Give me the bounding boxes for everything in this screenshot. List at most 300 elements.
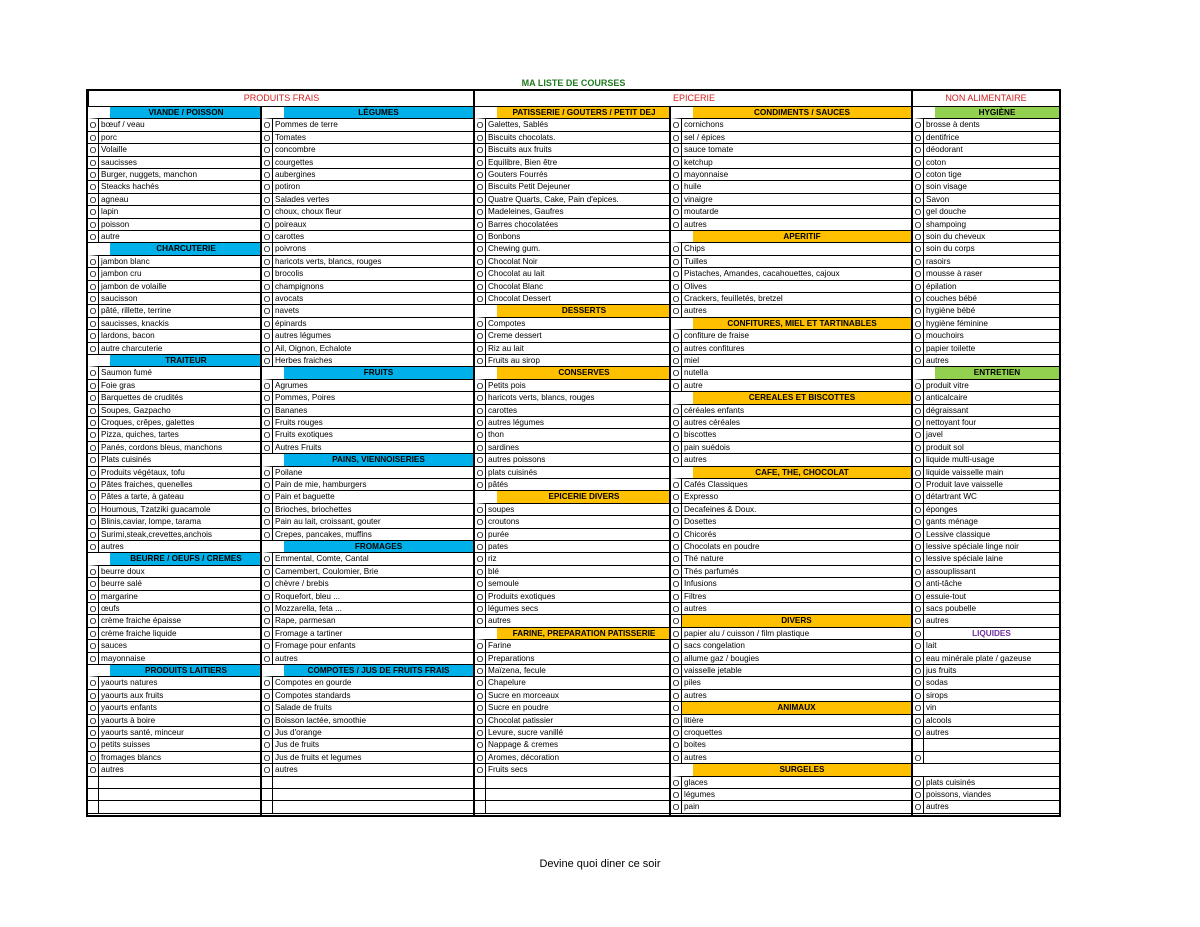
list-item (475, 553, 671, 565)
checkbox[interactable]: O (671, 157, 682, 169)
checkbox[interactable]: O (671, 454, 682, 466)
checkbox[interactable]: O (913, 119, 924, 131)
list-item (671, 739, 911, 751)
checkbox[interactable]: O (475, 615, 486, 627)
list-item (475, 702, 671, 714)
checkbox[interactable]: O (88, 392, 99, 404)
checkbox[interactable]: O (671, 132, 682, 144)
checkbox[interactable]: O (88, 752, 99, 764)
checkbox[interactable]: O (262, 504, 273, 516)
checkbox[interactable]: O (913, 665, 924, 677)
list-item (671, 479, 911, 491)
checkbox[interactable]: O (88, 690, 99, 702)
checkbox[interactable]: O (475, 429, 486, 441)
item-label: miel (684, 356, 700, 365)
section-title: LIQUIDES (924, 628, 1059, 640)
checkbox[interactable]: O (671, 566, 682, 578)
checkbox[interactable]: O (88, 206, 99, 218)
checkbox[interactable]: O (671, 330, 682, 342)
checkbox[interactable]: O (262, 157, 273, 169)
item-label: autres légumes (275, 331, 331, 341)
checkbox[interactable]: O (913, 343, 924, 355)
item-label: éponges (926, 504, 958, 514)
checkbox[interactable]: O (262, 715, 273, 727)
checkbox[interactable]: O (88, 429, 99, 441)
checkbox[interactable]: O (913, 293, 924, 305)
checkbox[interactable]: O (262, 219, 273, 231)
checkbox[interactable]: O (88, 330, 99, 342)
checkbox[interactable]: O (262, 181, 273, 193)
checkbox[interactable]: O (475, 727, 486, 739)
item-label: Fruits secs (488, 765, 528, 775)
checkbox[interactable]: O (262, 405, 273, 417)
checkbox[interactable]: O (671, 343, 682, 355)
checkbox[interactable]: O (262, 268, 273, 280)
checkbox[interactable]: O (913, 690, 924, 702)
checkbox[interactable]: O (671, 752, 682, 764)
checkbox[interactable]: O (913, 144, 924, 156)
checkbox[interactable]: O (671, 442, 682, 454)
checkbox[interactable]: O (475, 764, 486, 776)
checkbox[interactable]: O (671, 640, 682, 652)
checkbox[interactable]: O (88, 367, 99, 379)
checkbox[interactable]: O (88, 727, 99, 739)
item-label: poivrons (275, 244, 306, 254)
checkbox[interactable]: O (913, 541, 924, 553)
checkbox[interactable]: O (913, 801, 924, 813)
checkbox[interactable]: O (913, 615, 924, 627)
checkbox[interactable]: O (671, 653, 682, 665)
checkbox[interactable]: O (262, 442, 273, 454)
checkbox[interactable]: O (475, 739, 486, 751)
checkbox[interactable]: O (88, 144, 99, 156)
checkbox[interactable]: O (671, 801, 682, 813)
checkbox[interactable]: O (475, 355, 486, 367)
item-label: Dosettes (684, 517, 717, 527)
checkbox[interactable]: O (671, 504, 682, 516)
checkbox[interactable]: O (262, 380, 273, 392)
checkbox[interactable]: O (913, 479, 924, 491)
checkbox[interactable]: O (913, 491, 924, 503)
checkbox[interactable]: O (671, 293, 682, 305)
checkbox[interactable]: O (671, 281, 682, 293)
sheet-title: MA LISTE DE COURSES (521, 78, 626, 88)
checkbox[interactable]: O (88, 566, 99, 578)
item-label: lardons, bacon (101, 331, 155, 341)
checkbox[interactable]: O (671, 169, 682, 181)
checkbox[interactable]: O (913, 219, 924, 231)
section-header (88, 355, 262, 367)
item-label: avocats (275, 294, 304, 303)
checkbox[interactable]: O (88, 677, 99, 689)
checkbox[interactable]: O (913, 504, 924, 516)
checkbox[interactable]: O (475, 380, 486, 392)
checkbox[interactable]: O (913, 330, 924, 342)
checkbox[interactable]: O (475, 219, 486, 231)
list-item (913, 454, 1059, 466)
checkbox[interactable]: O (262, 566, 273, 578)
checkbox[interactable]: O (671, 305, 682, 317)
list-item (262, 392, 473, 404)
checkbox[interactable]: O (913, 231, 924, 243)
checkbox[interactable]: O (475, 157, 486, 169)
checkbox[interactable]: O (913, 181, 924, 193)
checkbox[interactable]: O (913, 467, 924, 479)
checkbox[interactable]: O (88, 715, 99, 727)
checkbox[interactable]: O (88, 640, 99, 652)
checkbox[interactable]: O (913, 405, 924, 417)
checkbox[interactable]: O (88, 219, 99, 231)
item-label: Thé nature (684, 554, 724, 564)
checkbox[interactable]: O (671, 715, 682, 727)
checkbox[interactable]: O (913, 268, 924, 280)
checkbox[interactable]: O (671, 181, 682, 193)
checkbox[interactable]: O (671, 206, 682, 218)
checkbox[interactable]: O (262, 355, 273, 367)
checkbox[interactable]: O (475, 144, 486, 156)
item-label: hygiène bébé (926, 306, 976, 316)
checkbox[interactable]: O (88, 578, 99, 590)
checkbox[interactable]: O (88, 268, 99, 280)
checkbox[interactable]: O (262, 231, 273, 243)
checkbox[interactable]: O (913, 392, 924, 404)
list-item (671, 529, 911, 541)
checkbox[interactable]: O (671, 429, 682, 441)
checkbox[interactable]: O (913, 529, 924, 541)
checkbox[interactable]: O (913, 677, 924, 689)
checkbox[interactable]: O (913, 715, 924, 727)
checkbox[interactable]: O (671, 367, 682, 379)
checkbox[interactable]: O (671, 677, 682, 689)
checkbox[interactable]: O (671, 479, 682, 491)
checkbox[interactable]: O (475, 566, 486, 578)
checkbox[interactable]: O (671, 219, 682, 231)
checkbox[interactable]: O (671, 665, 682, 677)
item-label: agneau (101, 194, 129, 204)
checkbox[interactable]: O (88, 194, 99, 206)
item-label: coton tige (926, 170, 962, 179)
checkbox[interactable]: O (913, 640, 924, 652)
checkbox[interactable]: O (262, 529, 273, 541)
checkbox[interactable]: O (913, 305, 924, 317)
checkbox[interactable]: O (88, 405, 99, 417)
checkbox[interactable]: O (475, 330, 486, 342)
checkbox[interactable]: O (475, 442, 486, 454)
checkbox[interactable]: O (262, 305, 273, 317)
checkbox[interactable]: O (262, 243, 273, 255)
checkbox[interactable]: O (913, 603, 924, 615)
checkbox[interactable]: O (475, 243, 486, 255)
checkbox[interactable]: O (88, 318, 99, 330)
checkbox[interactable]: O (475, 504, 486, 516)
checkbox[interactable]: O (913, 429, 924, 441)
item-label: autres légumes (488, 418, 544, 427)
checkbox[interactable]: O (262, 553, 273, 565)
checkbox[interactable]: O (671, 739, 682, 751)
checkbox[interactable]: O (88, 157, 99, 169)
checkbox[interactable]: O (88, 603, 99, 615)
checkbox[interactable]: O (671, 628, 682, 640)
checkbox[interactable]: O (913, 566, 924, 578)
item-label: sauces (101, 641, 127, 651)
checkbox[interactable]: O (475, 516, 486, 528)
checkbox[interactable]: O (671, 603, 682, 615)
checkbox[interactable]: O (88, 380, 99, 392)
checkbox[interactable]: O (671, 578, 682, 590)
checkbox[interactable]: O (475, 256, 486, 268)
checkbox[interactable]: O (88, 169, 99, 181)
checkbox[interactable]: O (913, 789, 924, 801)
checkbox[interactable]: O (262, 591, 273, 603)
checkbox[interactable]: O (475, 231, 486, 243)
checkbox[interactable]: O (475, 343, 486, 355)
checkbox[interactable]: O (88, 454, 99, 466)
checkbox[interactable]: O (671, 777, 682, 789)
checkbox[interactable]: O (913, 442, 924, 454)
checkbox[interactable]: O (475, 752, 486, 764)
checkbox[interactable]: O (475, 119, 486, 131)
checkbox[interactable]: O (262, 429, 273, 441)
checkbox[interactable]: O (88, 615, 99, 627)
checkbox[interactable]: O (913, 318, 924, 330)
checkbox[interactable]: O (262, 727, 273, 739)
checkbox[interactable]: O (475, 318, 486, 330)
checkbox[interactable]: O (913, 132, 924, 144)
checkbox[interactable]: O (262, 119, 273, 131)
checkbox[interactable]: O (262, 739, 273, 751)
checkbox[interactable]: O (262, 479, 273, 491)
checkbox[interactable]: O (671, 727, 682, 739)
checkbox[interactable]: O (475, 553, 486, 565)
section-title: VIANDE / POISSON (110, 107, 262, 119)
checkbox[interactable]: O (671, 355, 682, 367)
checkbox[interactable]: O (913, 752, 924, 764)
checkbox[interactable]: O (671, 417, 682, 429)
checkbox[interactable]: O (671, 516, 682, 528)
checkbox[interactable]: O (913, 157, 924, 169)
checkbox[interactable]: O (262, 764, 273, 776)
checkbox[interactable]: O (88, 442, 99, 454)
section-title: FRUITS (284, 367, 473, 379)
checkbox[interactable]: O (475, 479, 486, 491)
checkbox[interactable]: O (262, 132, 273, 144)
checkbox[interactable]: O (262, 293, 273, 305)
checkbox[interactable]: O (475, 454, 486, 466)
checkbox[interactable]: O (913, 454, 924, 466)
checkbox[interactable]: O (671, 553, 682, 565)
checkbox[interactable]: O (913, 777, 924, 789)
checkbox[interactable]: O (262, 144, 273, 156)
checkbox[interactable]: O (475, 665, 486, 677)
checkbox[interactable]: O (671, 702, 682, 714)
checkbox[interactable]: O (475, 702, 486, 714)
checkbox[interactable]: O (671, 529, 682, 541)
checkbox[interactable]: O (671, 491, 682, 503)
checkbox[interactable]: O (671, 591, 682, 603)
checkbox[interactable]: O (475, 677, 486, 689)
checkbox[interactable]: O (88, 293, 99, 305)
checkbox[interactable]: O (475, 467, 486, 479)
checkbox[interactable]: O (262, 615, 273, 627)
checkbox[interactable]: O (913, 727, 924, 739)
checkbox[interactable]: O (88, 628, 99, 640)
checkbox[interactable]: O (262, 578, 273, 590)
checkbox[interactable]: O (913, 553, 924, 565)
checkbox[interactable]: O (88, 702, 99, 714)
checkbox[interactable]: O (671, 405, 682, 417)
item-label: légumes secs (488, 604, 539, 613)
checkbox[interactable]: O (475, 541, 486, 553)
item-label: beurre salé (101, 579, 142, 589)
checkbox[interactable]: O (88, 305, 99, 317)
checkbox[interactable]: O (671, 615, 682, 627)
checkbox[interactable]: O (913, 702, 924, 714)
checkbox[interactable]: O (475, 293, 486, 305)
checkbox[interactable]: O (475, 181, 486, 193)
checkbox[interactable]: O (88, 132, 99, 144)
item-label: jambon blanc (101, 256, 150, 266)
checkbox[interactable]: O (262, 206, 273, 218)
checkbox[interactable]: O (913, 653, 924, 665)
checkbox[interactable]: O (475, 715, 486, 727)
checkbox[interactable]: O (475, 578, 486, 590)
checkbox[interactable]: O (88, 119, 99, 131)
checkbox[interactable]: O (671, 144, 682, 156)
checkbox[interactable]: O (913, 417, 924, 429)
checkbox[interactable]: O (475, 392, 486, 404)
list-item (262, 566, 473, 578)
checkbox[interactable]: O (671, 243, 682, 255)
checkbox[interactable]: O (475, 169, 486, 181)
checkbox[interactable]: O (262, 628, 273, 640)
checkbox[interactable]: O (262, 491, 273, 503)
section-header (671, 107, 911, 119)
checkbox[interactable]: O (913, 281, 924, 293)
checkbox[interactable]: O (475, 591, 486, 603)
checkbox[interactable]: O (262, 690, 273, 702)
checkbox[interactable]: O (88, 256, 99, 268)
checkbox[interactable]: O (671, 690, 682, 702)
checkbox[interactable]: O (671, 256, 682, 268)
checkbox[interactable]: O (262, 417, 273, 429)
checkbox[interactable]: O (262, 516, 273, 528)
checkbox[interactable]: O (671, 194, 682, 206)
checkbox[interactable]: O (262, 702, 273, 714)
checkbox[interactable]: O (262, 281, 273, 293)
item-label: légumes (684, 790, 715, 799)
checkbox[interactable]: O (913, 380, 924, 392)
checkbox[interactable]: O (475, 194, 486, 206)
checkbox[interactable]: O (475, 653, 486, 665)
checkbox[interactable]: O (475, 132, 486, 144)
checkbox[interactable]: O (88, 491, 99, 503)
checkbox[interactable]: O (88, 417, 99, 429)
checkbox[interactable]: O (671, 541, 682, 553)
checkbox[interactable]: O (88, 281, 99, 293)
checkbox[interactable]: O (88, 529, 99, 541)
item-label: autres confitures (684, 343, 745, 353)
checkbox[interactable]: O (913, 194, 924, 206)
checkbox[interactable]: O (88, 181, 99, 193)
checkbox[interactable]: O (262, 677, 273, 689)
checkbox[interactable]: O (88, 516, 99, 528)
checkbox[interactable]: O (262, 653, 273, 665)
checkbox[interactable]: O (262, 603, 273, 615)
checkbox[interactable]: O (88, 479, 99, 491)
list-item (913, 119, 1059, 131)
list-item (262, 243, 473, 255)
checkbox[interactable]: O (475, 206, 486, 218)
checkbox[interactable]: O (475, 603, 486, 615)
checkbox[interactable]: O (88, 739, 99, 751)
checkbox[interactable]: O (475, 529, 486, 541)
item-label: Decafeines & Doux. (684, 504, 757, 514)
checkbox[interactable]: O (475, 405, 486, 417)
checkbox[interactable]: O (671, 268, 682, 280)
checkbox[interactable]: O (262, 752, 273, 764)
checkbox[interactable]: O (913, 256, 924, 268)
checkbox[interactable]: O (88, 231, 99, 243)
checkbox[interactable]: O (913, 243, 924, 255)
checkbox[interactable]: O (262, 467, 273, 479)
checkbox[interactable]: O (475, 268, 486, 280)
checkbox[interactable]: O (913, 628, 924, 640)
checkbox[interactable]: O (671, 789, 682, 801)
item-label: mayonnaise (684, 170, 729, 179)
checkbox[interactable]: O (88, 541, 99, 553)
checkbox[interactable]: O (262, 169, 273, 181)
checkbox[interactable]: O (262, 330, 273, 342)
checkbox[interactable]: O (475, 417, 486, 429)
checkbox[interactable]: O (913, 206, 924, 218)
checkbox[interactable]: O (671, 380, 682, 392)
checkbox[interactable]: O (262, 640, 273, 652)
item-label: aubergines (275, 170, 316, 179)
checkbox[interactable]: O (262, 256, 273, 268)
checkbox[interactable]: O (913, 169, 924, 181)
checkbox[interactable]: O (475, 281, 486, 293)
item-label: Biscuits Petit Dejeuner (488, 182, 571, 192)
item-label: autres (926, 728, 949, 737)
checkbox[interactable]: O (262, 392, 273, 404)
checkbox[interactable]: O (475, 640, 486, 652)
checkbox[interactable]: O (913, 578, 924, 590)
list-item (475, 566, 671, 578)
checkbox[interactable]: O (88, 504, 99, 516)
item-label: pain (684, 802, 700, 812)
section-header (475, 305, 671, 317)
checkbox[interactable]: O (88, 764, 99, 776)
checkbox[interactable]: O (913, 591, 924, 603)
checkbox[interactable]: O (88, 591, 99, 603)
checkbox[interactable]: O (671, 119, 682, 131)
checkbox[interactable]: O (88, 653, 99, 665)
checkbox[interactable]: O (88, 343, 99, 355)
checkbox[interactable]: O (262, 343, 273, 355)
checkbox[interactable]: O (88, 467, 99, 479)
item-label: Bonbons (488, 232, 521, 241)
list-item (671, 603, 911, 615)
checkbox[interactable]: O (913, 516, 924, 528)
checkbox[interactable]: O (913, 355, 924, 367)
list-item (913, 504, 1059, 516)
item-label: chèvre / brebis (275, 579, 329, 589)
item-label: Chocolat au lait (488, 269, 545, 279)
section-title: PRODUITS LAITIERS (110, 665, 262, 677)
checkbox[interactable]: O (262, 194, 273, 206)
checkbox[interactable]: O (475, 690, 486, 702)
checkbox[interactable]: O (262, 318, 273, 330)
